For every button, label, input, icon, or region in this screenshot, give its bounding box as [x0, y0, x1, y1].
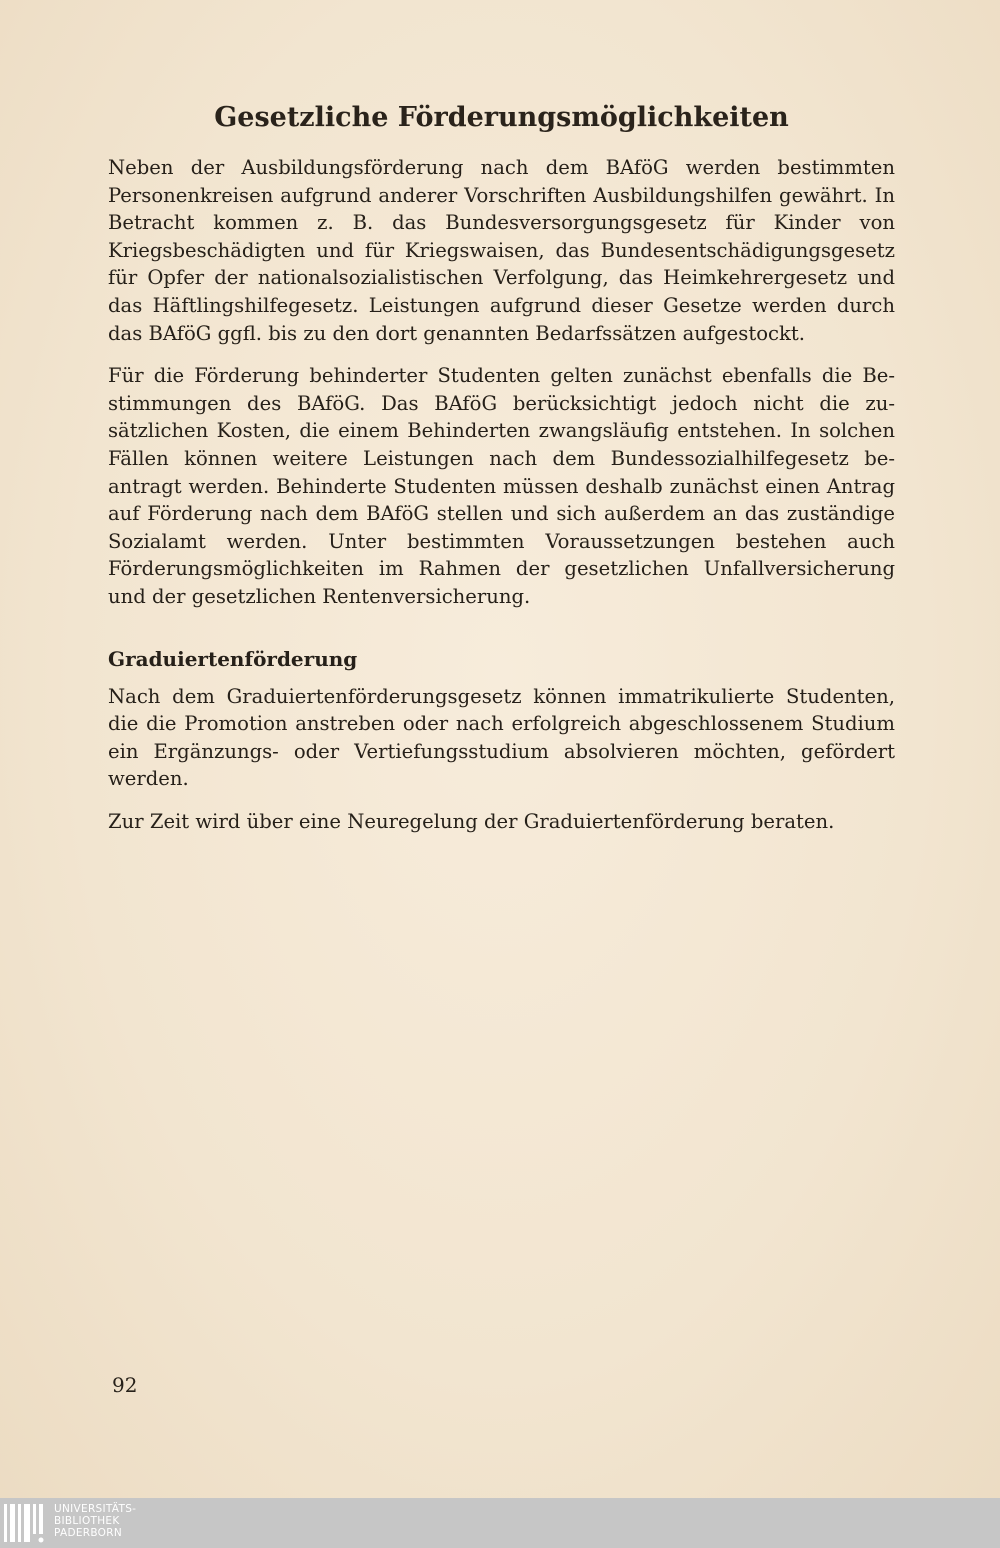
- page-number: 92: [112, 1373, 138, 1397]
- library-logo-text: [54, 1503, 136, 1539]
- paragraph-graduate-law: Nach dem Graduiertenförderungsgesetz können immatrikulierte Studenten, die die Promotion anstreben oder nach erfolgreich abgeschlossenem Studium ein Ergänzungs- oder Vertiefungsstudium absolvieren möchten, gefördert werden.: [108, 684, 895, 791]
- section-heading: Graduiertenförderung: [108, 646, 358, 671]
- logo-line-1: UNIVERSITÄTS-: [54, 1503, 137, 1515]
- page-title: Gesetzliche Förderungsmöglichkeiten: [214, 102, 789, 133]
- paragraph-disabled-students: Für die Förderung behinderter Studenten gelten zunächst ebenfalls die Bestimmungen des BAföG. Das BAföG berücksichtigt jedoch nicht die zusätzlichen Kosten, die einem Behinderten zwangsläufig entstehen. In solchen Fällen können weitere Leistungen nach dem Bundessozialhilfegesetz beantragt werden. Behinderte Studenten müssen deshalb zunächst einen Antrag auf Förderung nach dem BAföG stellen und sich außerdem an das zuständige Sozialamt werden. Unter bestimmten Voraussetzungen bestehen auch Förderungsmöglichkeiten im Rahmen der gesetzlichen Unfallversicherung und der gesetzlichen Rentenversicherung.: [108, 364, 895, 608]
- library-barcode-icon: [4, 1502, 44, 1544]
- paragraph-new-regulation: Zur Zeit wird über eine Neuregelung der Graduiertenförderung beraten.: [108, 809, 835, 833]
- paragraph-other-laws: Neben der Ausbildungsförderung nach dem BAföG werden bestimmten Personenkreisen aufgrund anderer Vorschriften Ausbildungshilfen gewährt. In Betracht kommen z. B. das Bundesversorgungsgesetz für Kinder von Kriegsbeschädigten und für Kriegswaisen, das Bundesentschädigungsgesetz für Opfer der nationalsozialistischen Verfolgung, das Heimkehrergesetz und das Häftlingshilfegesetz. Leistungen aufgrund dieser Gesetze werden durch das BAföG ggfl. bis zu den dort genannten Bedarfssätzen aufgestockt.: [108, 156, 895, 345]
- page-content: [108, 92, 895, 850]
- logo-line-3: PADERBORN: [54, 1527, 122, 1539]
- library-footer: [0, 1498, 1000, 1548]
- logo-line-2: BIBLIOTHEK: [54, 1515, 120, 1527]
